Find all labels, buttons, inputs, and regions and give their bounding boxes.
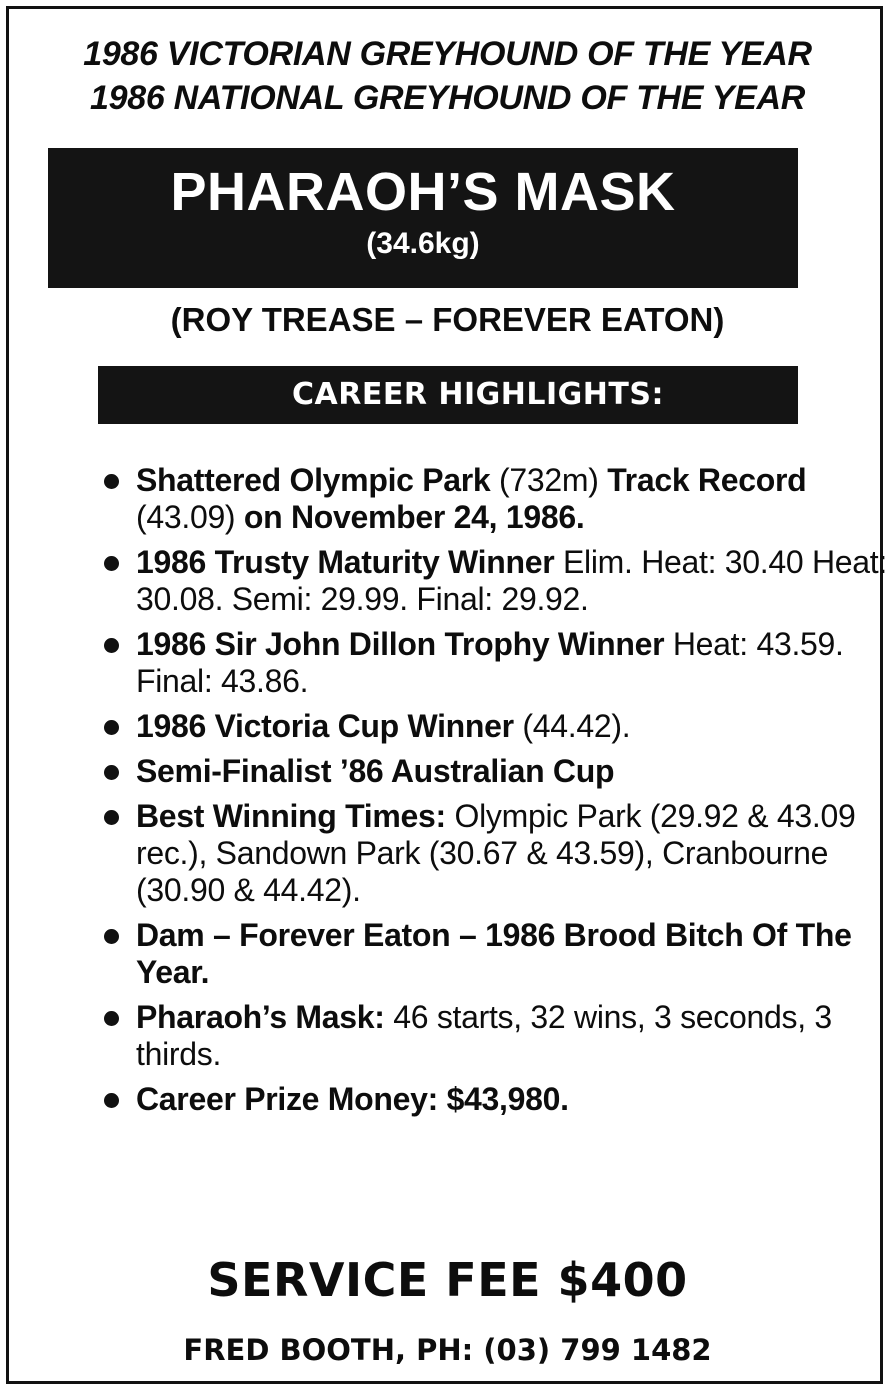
highlight-bold-text: 1986 Sir John Dillon Trophy Winner xyxy=(136,626,665,662)
highlight-bold-text: Career Prize Money: $43,980. xyxy=(136,1081,569,1117)
highlight-bold-text: 1986 Trusty Maturity Winner xyxy=(136,544,555,580)
bullet-icon xyxy=(104,638,119,653)
highlight-item xyxy=(100,544,890,618)
award-header xyxy=(0,32,895,120)
bullet-icon xyxy=(104,810,119,825)
highlight-bold-text: Pharaoh’s Mask: xyxy=(136,999,385,1035)
highlight-item xyxy=(100,917,890,991)
highlight-text: (44.42). xyxy=(513,708,631,744)
highlight-bold-text: Best Winning Times: xyxy=(136,798,446,834)
career-highlights-banner xyxy=(98,366,798,424)
bullet-icon xyxy=(104,1011,119,1026)
highlight-text: 46 starts, 32 wins, 3 seconds, 3 thirds. xyxy=(136,999,832,1072)
highlight-text: (43.09) xyxy=(136,499,244,535)
highlights-list xyxy=(100,462,890,1126)
career-highlights-heading: CAREER HIGHLIGHTS: xyxy=(292,377,664,412)
contact-line: FRED BOOTH, PH: (03) 799 1482 xyxy=(183,1333,712,1367)
award-line-victorian: 1986 VICTORIAN GREYHOUND OF THE YEAR xyxy=(83,35,812,73)
highlight-item xyxy=(100,753,890,790)
highlight-text: Olympic Park (29.92 & 43.09 rec.), Sandown Park (30.67 & 43.59), Cranbourne (30.90 & 44.42). xyxy=(136,798,856,908)
bullet-icon xyxy=(104,1093,119,1108)
greyhound-name: PHARAOH’S MASK xyxy=(170,162,676,222)
highlight-text: Heat: 43.59. Final: 43.86. xyxy=(136,626,844,699)
pedigree-line: (ROY TREASE – FOREVER EATON) xyxy=(170,301,725,338)
highlight-bold-text: Shattered Olympic Park xyxy=(136,462,491,498)
highlight-item xyxy=(100,999,890,1073)
bullet-icon xyxy=(104,720,119,735)
award-line-national: 1986 NATIONAL GREYHOUND OF THE YEAR xyxy=(90,79,805,117)
bullet-icon xyxy=(104,765,119,780)
service-fee: SERVICE FEE $400 xyxy=(207,1253,688,1307)
highlight-bold-text: Semi-Finalist ’86 Australian Cup xyxy=(136,753,615,789)
bullet-icon xyxy=(104,474,119,489)
highlight-bold-text: on November 24, 1986. xyxy=(243,499,585,535)
highlight-bold-text: 1986 Victoria Cup Winner xyxy=(136,708,514,744)
highlight-item xyxy=(100,462,890,536)
highlight-bold-text: Track Record xyxy=(607,462,807,498)
highlight-bold-text: Dam – Forever Eaton – 1986 Brood Bitch Of The Year. xyxy=(136,917,852,990)
greyhound-weight: (34.6kg) xyxy=(366,227,480,260)
highlight-item xyxy=(100,798,890,909)
highlight-item xyxy=(100,626,890,700)
highlight-text: Elim. Heat: 30.40 Heat: 30.08. Semi: 29.99. Final: 29.92. xyxy=(136,544,887,617)
highlight-item xyxy=(100,1081,890,1118)
bullet-icon xyxy=(104,929,119,944)
title-banner xyxy=(48,148,798,288)
highlight-text: (732m) xyxy=(490,462,608,498)
bullet-icon xyxy=(104,556,119,571)
highlight-item xyxy=(100,708,890,745)
